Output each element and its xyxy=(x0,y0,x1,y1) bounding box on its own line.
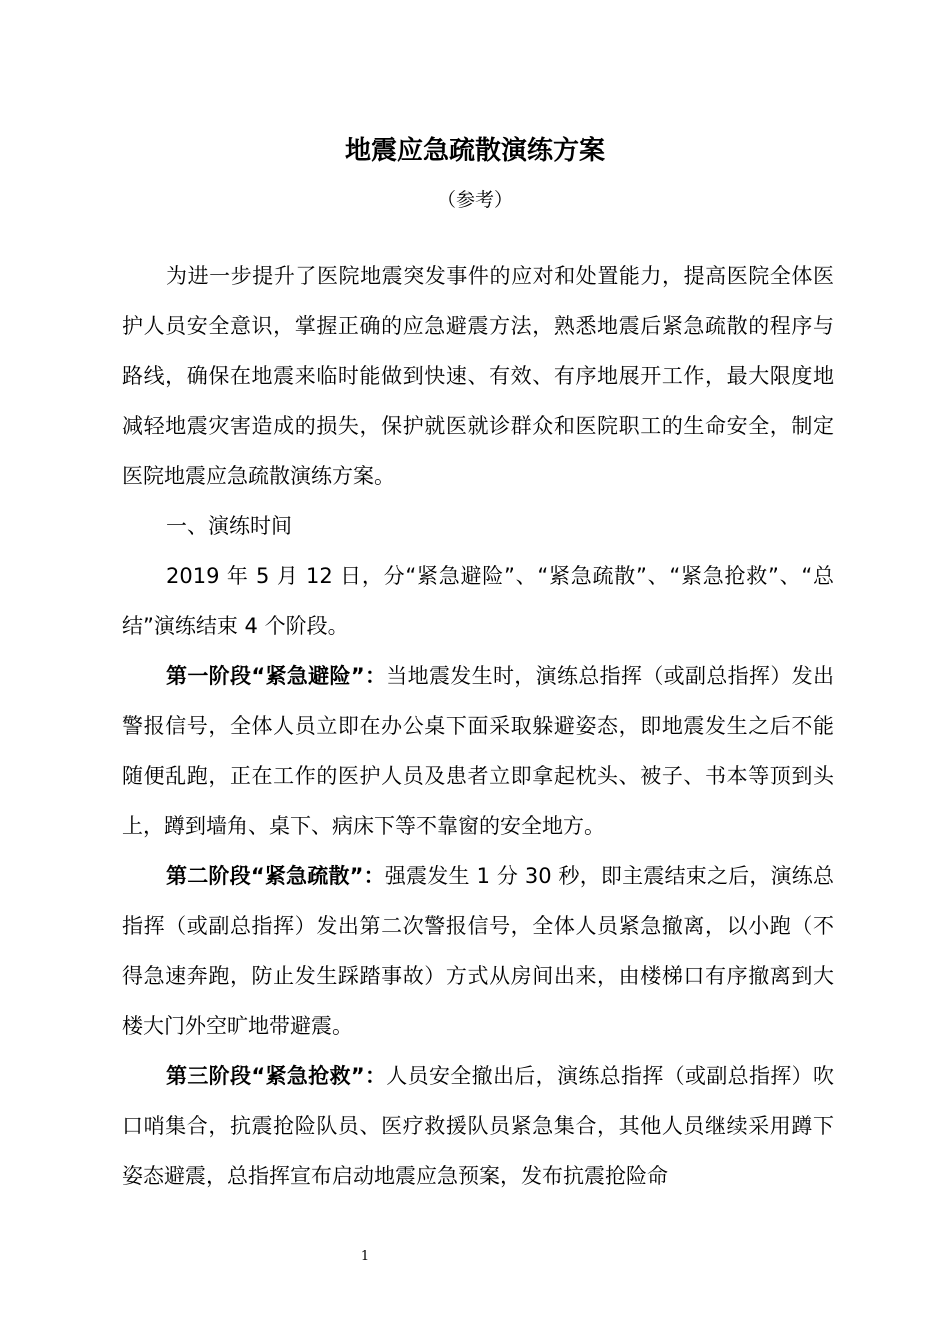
stage-2-lead: 第二阶段“紧急疏散”： xyxy=(166,864,385,888)
stage-2-paragraph xyxy=(122,851,834,1051)
stage-1-paragraph xyxy=(122,651,834,851)
document-body xyxy=(122,251,834,1201)
section-heading: 一、演练时间 xyxy=(166,514,292,538)
stage-1-lead: 第一阶段“紧急避险”： xyxy=(166,664,387,688)
document-title: 地震应急疏散演练方案 xyxy=(344,136,605,166)
page-number: 1 xyxy=(360,1249,370,1264)
stage-2-text: 强震发生 1 分 30 秒，即主震结束之后，演练总指挥（或副总指挥）发出第二次警报信号，全体人员紧急撤离，以小跑（不得急速奔跑，防止发生踩踏事故）方式从房间出来，由楼梯口有序撤离到大楼大门外空旷地带避震。 xyxy=(122,864,834,1038)
schedule-paragraph: 2019 年 5 月 12 日，分“紧急避险”、“紧急疏散”、“紧急抢救”、“总结”演练结束 4 个阶段。 xyxy=(122,564,834,638)
stage-3-paragraph xyxy=(122,1051,834,1201)
document-subtitle: （参考） xyxy=(436,189,513,211)
intro-paragraph: 为进一步提升了医院地震突发事件的应对和处置能力，提高医院全体医护人员安全意识，掌握正确的应急避震方法，熟悉地震后紧急疏散的程序与路线，确保在地震来临时能做到快速、有效、有序地展开工作，最大限度地减轻地震灾害造成的损失，保护就医就诊群众和医院职工的生命安全，制定医院地震应急疏散演练方案。 xyxy=(122,264,834,488)
stage-3-text: 人员安全撤出后，演练总指挥（或副总指挥）吹口哨集合，抗震抢险队员、医疗救援队员紧急集合，其他人员继续采用蹲下姿态避震，总指挥宣布启动地震应急预案，发布抗震抢险命 xyxy=(122,1064,834,1188)
stage-3-lead: 第三阶段“紧急抢救”： xyxy=(166,1064,387,1088)
stage-1-text: 当地震发生时，演练总指挥（或副总指挥）发出警报信号，全体人员立即在办公桌下面采取躲避姿态，即地震发生之后不能随便乱跑，正在工作的医护人员及患者立即拿起枕头、被子、书本等顶到头上，蹲到墙角、桌下、病床下等不靠窗的安全地方。 xyxy=(122,664,834,838)
